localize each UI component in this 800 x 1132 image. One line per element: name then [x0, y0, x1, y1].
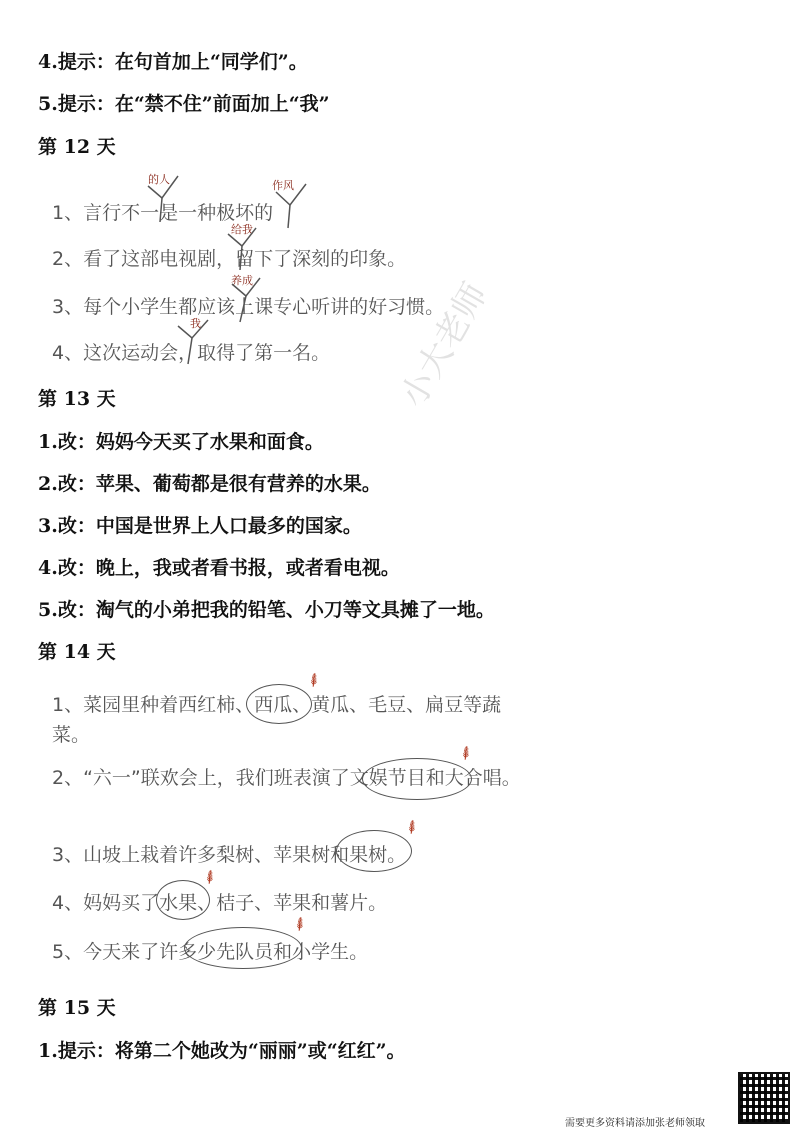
correction-circle-3: [336, 830, 412, 872]
footer-note: 需要更多资料请添加张老师领取: [565, 1118, 705, 1129]
correction-mark-2: ⸙: [453, 737, 478, 766]
day14-sentence-5: 5、今天来了许多少先队员和小学生。: [52, 941, 369, 963]
day14-sentence-2: 2、“六一”联欢会上，我们班表演了文娱节目和大合唱。: [52, 767, 521, 789]
insert-mark-4: 养成: [231, 274, 253, 287]
day12-heading: 第 12 天: [38, 136, 116, 158]
correction-mark-5: ⸙: [287, 908, 312, 937]
day15-item-1: 1.提示：将第二个她改为“丽丽”或“红红”。: [38, 1040, 406, 1062]
day12-sentence-2: 2、看了这部电视剧，留下了深刻的印象。: [52, 248, 407, 270]
day13-item-2: 2.改：苹果、葡萄都是很有营养的水果。: [38, 473, 381, 495]
insert-mark-2: 作风: [272, 179, 294, 192]
day13-item-5: 5.改：淘气的小弟把我的铅笔、小刀等文具摊了一地。: [38, 599, 495, 621]
day14-sentence-3: 3、山坡上栽着许多梨树、苹果树和果树。: [52, 844, 407, 866]
day14-heading: 第 14 天: [38, 641, 116, 663]
day14-sentence-4: 4、妈妈买了水果、桔子、苹果和薯片。: [52, 892, 388, 914]
day13-heading: 第 13 天: [38, 388, 116, 410]
correction-circle-4: [156, 880, 210, 920]
correction-circle-1: [246, 684, 312, 724]
insert-mark-1: 的人: [148, 173, 170, 186]
day12-sentence-1: 1、言行不一是一种极坏的: [52, 202, 274, 224]
correction-mark-3: ⸙: [399, 811, 424, 840]
day12-sentence-4: 4、这次运动会，取得了第一名。: [52, 342, 331, 364]
day13-item-3: 3.改：中国是世界上人口最多的国家。: [38, 515, 362, 537]
correction-mark-1: ⸙: [301, 664, 326, 693]
correction-circle-2: [362, 758, 472, 800]
qr-code: [738, 1072, 790, 1124]
day14-sentence-1: 1、菜园里种着西红柿、西瓜、黄瓜、毛豆、扁豆等蔬菜。: [52, 694, 502, 746]
day12-sentence-3: 3、每个小学生都应该上课专心听讲的好习惯。: [52, 296, 445, 318]
insert-mark-5: 我: [190, 317, 201, 330]
hint-4: 4.提示：在句首加上“同学们”。: [38, 51, 308, 73]
correction-mark-4: ⸙: [197, 861, 222, 890]
day15-heading: 第 15 天: [38, 997, 116, 1019]
day13-item-4: 4.改：晚上，我或者看书报，或者看电视。: [38, 557, 400, 579]
hint-5: 5.提示：在“禁不住”前面加上“我”: [38, 93, 330, 115]
insert-mark-3: 给我: [231, 223, 253, 236]
correction-circle-5: [184, 927, 302, 969]
watermark: 小大老师: [392, 276, 496, 414]
day13-item-1: 1.改：妈妈今天买了水果和面食。: [38, 431, 324, 453]
